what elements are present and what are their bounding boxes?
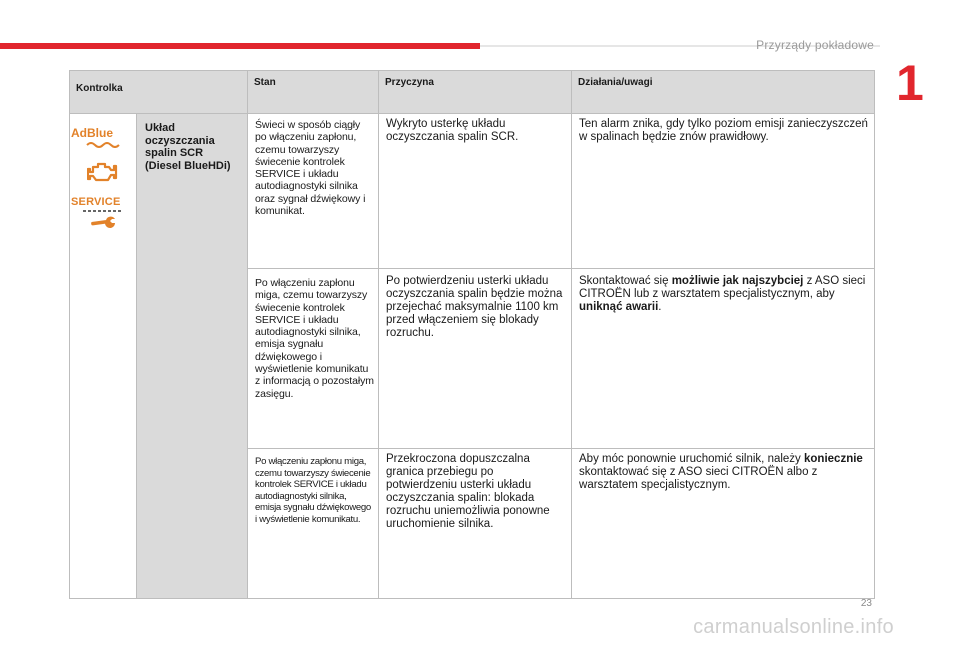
state-cell: Po włączeniu zapłonu miga, czemu towarzyszy świecenie kontrolek SERVICE i układu autodiagnostyki silnika, emisja sygnału dźwiękowego i wyświetlenie komunikatu.: [248, 449, 379, 599]
accent-bar: [0, 43, 480, 49]
cause-cell: Przekroczona dopuszczalna granica przebiegu po potwierdzeniu usterki układu oczyszczania spalin: blokada rozruchu uniemożliwia ponowne uruchomienie silnika.: [379, 449, 572, 599]
action-cell: Aby móc ponownie uruchomić silnik, należy koniecznie skontaktować się z ASO sieci CITROËN albo z warsztatem specjalistycznym.: [572, 449, 875, 599]
page-number: 23: [860, 598, 872, 609]
header-stan: Stan: [248, 71, 379, 114]
dashed-line-icon: [82, 208, 124, 214]
warning-light-table: [69, 70, 875, 599]
cause-cell: Po potwierdzeniu usterki układu oczyszczania spalin będzie można przejechać maksymalnie 1100 km przed włączeniem się blokady rozruchu.: [379, 269, 572, 449]
action-cell: Ten alarm znika, gdy tylko poziom emisji zanieczyszczeń w spalinach będzie znów prawidłowy.: [572, 114, 875, 269]
table-header-row: [70, 71, 875, 114]
system-name: Układ oczyszczania spalin SCR (Diesel BlueHDi): [137, 114, 248, 599]
cause-cell: Wykryto usterkę układu oczyszczania spalin SCR.: [379, 114, 572, 269]
chapter-number: 1: [896, 55, 924, 111]
section-title: Przyrządy pokładowe: [756, 38, 874, 52]
icon-cell: [70, 114, 137, 599]
adblue-icon: AdBlue: [71, 126, 135, 148]
header-dzialania: Działania/uwagi: [572, 71, 875, 114]
table-row: [70, 114, 875, 269]
header-przyczyna: Przyczyna: [379, 71, 572, 114]
wrench-icon: [89, 216, 117, 228]
header-kontrolka: Kontrolka: [70, 71, 248, 114]
watermark: carmanualsonline.info: [693, 616, 894, 638]
service-icon: SERVICE: [71, 196, 135, 228]
state-cell: Po włączeniu zapłonu miga, czemu towarzyszy świecenie kontrolek SERVICE i układu autodiagnostyki silnika, emisja sygnału dźwiękowego i wyświetlenie komunikatu z informacją o pozostałym zasięgu.: [248, 269, 379, 449]
adblue-wave-icon: [86, 140, 120, 148]
action-cell: Skontaktować się możliwie jak najszybciej z ASO sieci CITROËN lub z warsztatem specjalistycznym, aby uniknąć awarii.: [572, 269, 875, 449]
state-cell: Świeci w sposób ciągły po włączeniu zapłonu, czemu towarzyszy świecenie kontrolek SERVICE i układu autodiagnostyki silnika oraz sygnał dźwiękowy i komunikat.: [248, 114, 379, 269]
engine-check-icon: [87, 160, 119, 184]
